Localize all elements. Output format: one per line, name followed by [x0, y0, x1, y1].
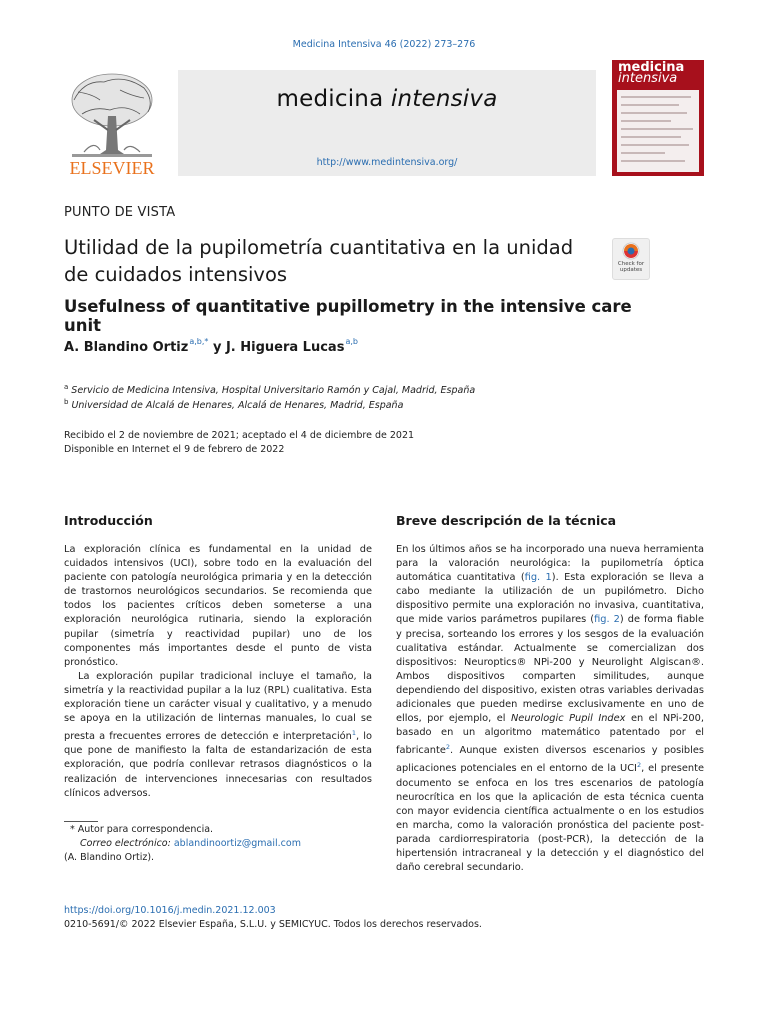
heading-breve-descripcion: Breve descripción de la técnica [396, 513, 617, 528]
affiliation-text: Universidad de Alcalá de Henares, Alcalá de Henares, Madrid, España [71, 400, 404, 411]
paragraph-text: , lo que pone de manifiesto la falta de estandarización de esta exploración, que podría conllevar retrasos diagnósticos o la realización de intervenciones innecesarias con resultados clínicos adversos. [64, 731, 372, 799]
emphasis-text: Neurologic Pupil Index [510, 713, 626, 725]
paragraph-text: La exploración pupilar tradicional incluye el tamaño, la simetría y la reactividad pupilar a la luz (RPL) cualitativa. Esta exploración tiene un carácter visual y cualitativo, y a menudo se apoya en la utilización de linternas manuales, lo cual se presta a frecuentes errores de detección e interpretación [64, 670, 372, 743]
copyright-notice: 0210-5691/© 2022 Elsevier España, S.L.U. y SEMICYUC. Todos los derechos reservados. [64, 919, 482, 930]
email-label: Correo electrónico: [80, 838, 174, 849]
affiliation-mark: a [64, 383, 69, 391]
intro-paragraph-2 [64, 670, 372, 801]
author-affiliation-marks[interactable]: a,b [345, 337, 358, 346]
affiliation-b [64, 398, 403, 411]
affiliation-text: Servicio de Medicina Intensiva, Hospital Universitario Ramón y Cajal, Madrid, España [71, 385, 476, 396]
received-accepted-dates: Recibido el 2 de noviembre de 2021; aceptado el 4 de diciembre de 2021 [64, 430, 415, 441]
journal-cover-thumbnail[interactable] [612, 60, 704, 176]
affiliation-a [64, 383, 475, 396]
cover-title-line2: intensiva [618, 71, 678, 86]
journal-title [178, 86, 596, 112]
intro-column [64, 543, 372, 801]
paragraph-text: En los últimos años se ha incorporado una nueva herramienta para la valoración neurológica: la pupilometría óptica automática cuantitativa ( [396, 544, 704, 584]
corresponding-name: (A. Blandino Ortiz). [64, 852, 155, 863]
cover-line [621, 96, 691, 98]
check-updates-label: Check for updates [617, 261, 645, 273]
elsevier-tree-icon [64, 70, 160, 178]
doi-link[interactable]: https://doi.org/10.1016/j.medin.2021.12.003 [64, 905, 276, 916]
journal-banner [178, 70, 596, 176]
cover-contents [617, 90, 699, 172]
author-affiliation-marks[interactable]: a,b,* [189, 337, 209, 346]
corresponding-email [64, 837, 400, 851]
intro-paragraph-1: La exploración clínica es fundamental en la unidad de cuidados intensivos (UCI), sobre todo en la evaluación del paciente con patología neurológica primaria y en la detección de trastornos neurológicos secundarios. Se recomienda que todos los pacientes críticos deben someterse a una exploración neurológica rutinaria, siendo la exploración pupilar (simetría y reactividad pupilar) uno de los componentes más importantes desde el punto de vista pronóstico. [64, 544, 372, 668]
cover-line [621, 152, 665, 154]
paragraph-text: . Aunque existen diversos escenarios y posibles aplicaciones potenciales en el entorno de la UCI [396, 745, 704, 775]
cover-line [621, 160, 685, 162]
article-title-es: Utilidad de la pupilometría cuantitativa en la unidad de cuidados intensivos [64, 236, 574, 286]
author-list [64, 337, 358, 355]
cover-title-line1: medicina [618, 60, 685, 75]
journal-title-italic: intensiva [390, 86, 498, 112]
online-date: Disponible en Internet el 9 de febrero de 2022 [64, 444, 285, 455]
journal-citation[interactable]: Medicina Intensiva 46 (2022) 273–276 [292, 39, 476, 50]
cover-title [618, 62, 684, 84]
author-name[interactable]: A. Blandino Ortiz [64, 340, 189, 355]
author-name[interactable]: J. Higuera Lucas [225, 340, 345, 355]
cover-line [621, 128, 693, 130]
check-updates-icon [613, 239, 649, 261]
section-label: PUNTO DE VISTA [64, 205, 176, 220]
elsevier-wordmark: ELSEVIER [69, 158, 155, 178]
cover-line [621, 104, 679, 106]
figure-link[interactable]: fig. 2 [594, 614, 620, 626]
check-for-updates-button[interactable] [612, 238, 650, 280]
cover-line [621, 136, 681, 138]
cover-line [621, 112, 687, 114]
elsevier-logo [64, 70, 160, 178]
article-title-en: Usefulness of quantitative pupillometry in the intensive care unit [64, 297, 632, 335]
paragraph-text: ) de forma fiable y precisa, sorteando los errores y los sesgos de la evaluación cualitativa estándar. Actualmente se comercializan dos dispositivos: Neuroptics® NPi-200 y Neurolight Algiscan®. Ambos dispositivos comparten similitudes, aunque dependiendo del dispositivo, existen otras variables derivadas adicionales que pueden medirse exclusivamente en uno de ellos, por ejemplo, el [396, 614, 705, 725]
cover-line [621, 120, 671, 122]
reference-link[interactable]: 2 [445, 743, 451, 752]
cover-line [621, 144, 689, 146]
reference-link[interactable]: 2 [636, 761, 642, 770]
paragraph-text: ). Esta exploración se lleva a cabo mediante la utilización de un pupilómetro. Dicho dispositivo permite una exploración no invasiva, cuantitativa, que mide varios parámetros pupilares ( [396, 572, 704, 626]
footnote-divider [64, 821, 98, 822]
technique-column [396, 543, 704, 875]
email-link[interactable]: ablandinoortiz@gmail.com [173, 838, 301, 849]
author-separator: y [208, 340, 226, 355]
paragraph-text: , el presente documento se enfoca en los tres escenarios de patología neurocrítica en los que la aplicación de esta técnica cuenta con mayor evidencia científica actualmente o en los estudios en marcha, como la valoración pronóstica del paciente post-parada cardiorrespiratoria (post-PCR), la detección de la hipertensión intracraneal y la detección y el diagnóstico del daño cerebral secundario. [396, 763, 704, 874]
affiliation-mark: b [64, 398, 69, 406]
technique-paragraph [396, 543, 704, 875]
paragraph-text: en el NPi-200, basado en un algoritmo matemático patentado por el fabricante [396, 713, 705, 757]
journal-title-regular: medicina [276, 86, 391, 112]
reference-link[interactable]: 1 [351, 729, 357, 738]
corresponding-author-note: * Autor para correspondencia. [70, 824, 214, 835]
figure-link[interactable]: fig. 1 [524, 572, 552, 584]
heading-introduccion: Introducción [64, 513, 153, 528]
journal-url-link[interactable]: http://www.medintensiva.org/ [316, 157, 458, 168]
